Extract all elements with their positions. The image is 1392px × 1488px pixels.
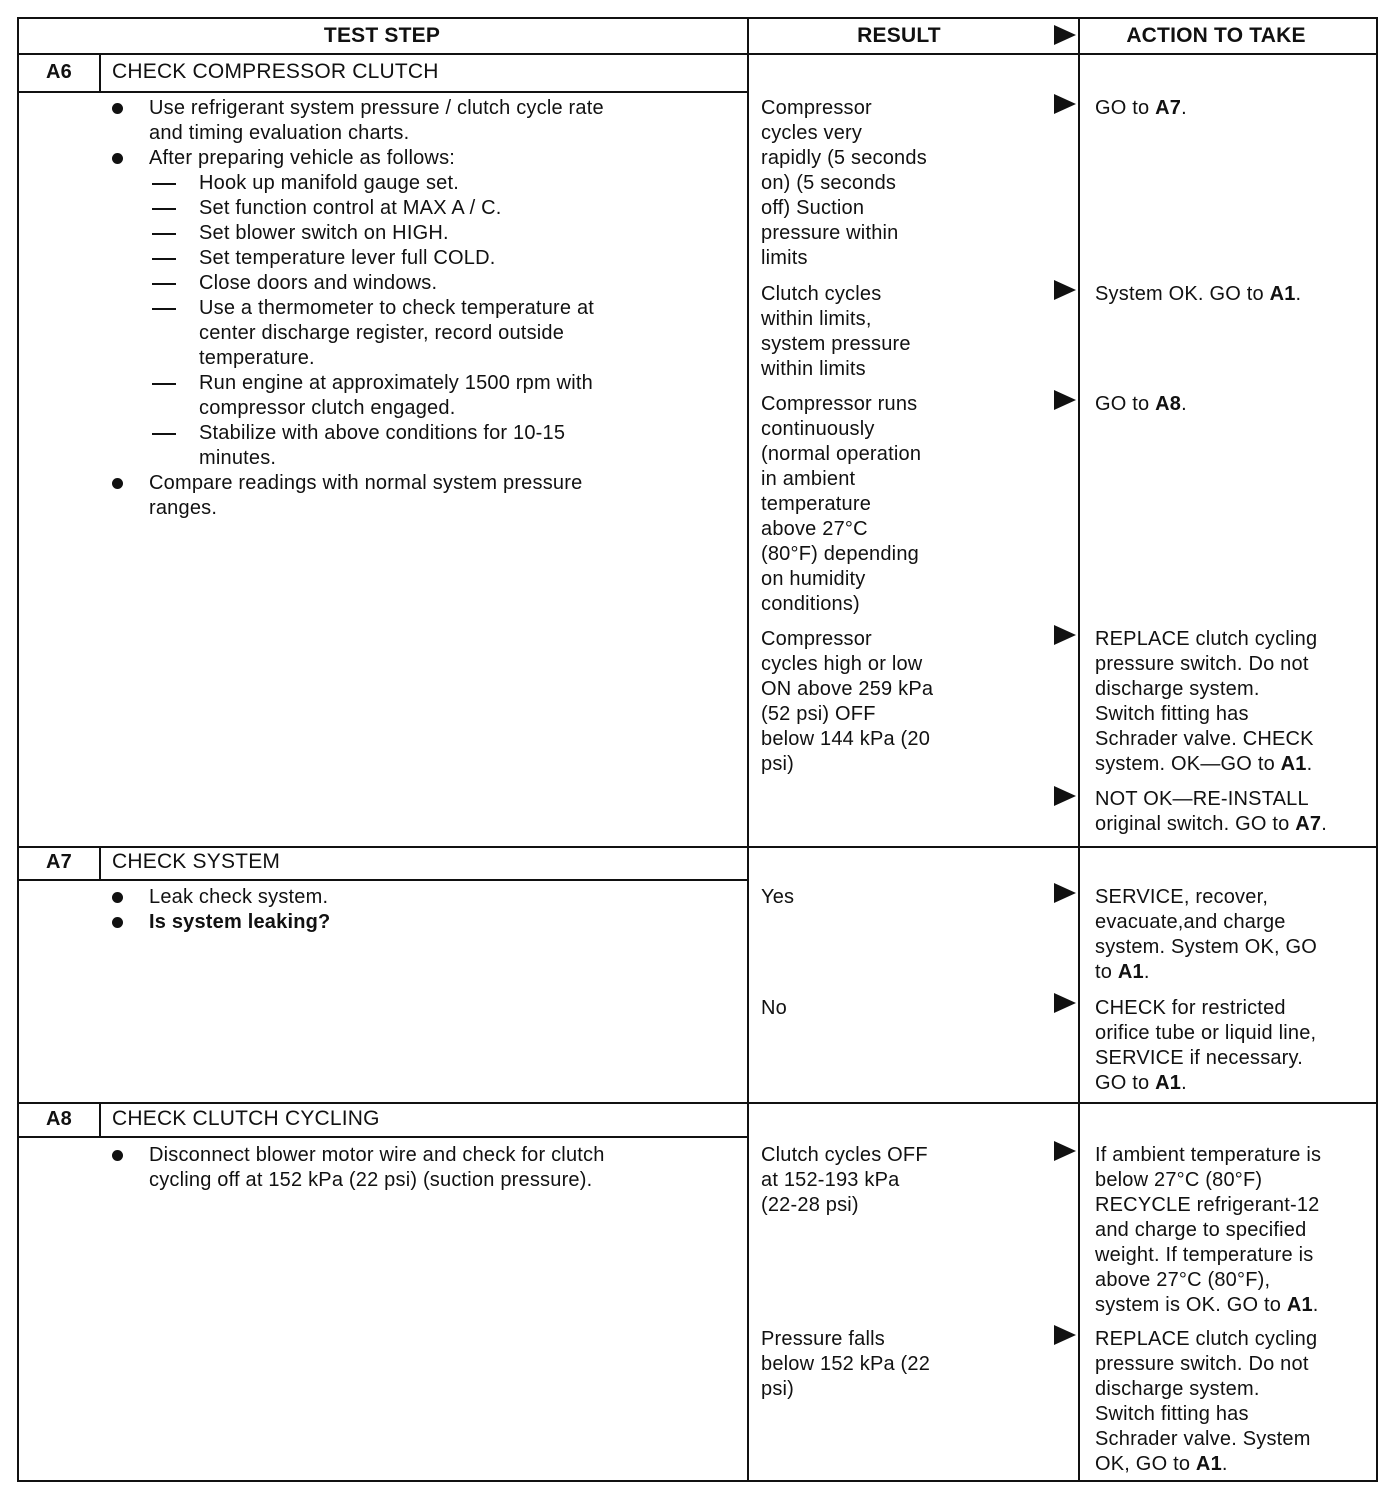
action-line: original switch. GO to A7. — [1095, 813, 1327, 835]
action-line: GO to A1. — [1095, 1072, 1187, 1094]
a6-instruction-line — [110, 396, 740, 421]
section-divider-a8 — [17, 1102, 1378, 1104]
a7-instructions — [110, 885, 740, 935]
result-line: limits — [761, 247, 808, 269]
result-line: (80°F) depending — [761, 543, 919, 565]
action-line: and charge to specified — [1095, 1219, 1307, 1241]
a8-title-underline — [17, 1136, 749, 1138]
action-line: RECYCLE refrigerant-12 — [1095, 1194, 1320, 1216]
result-arrow-icon — [1054, 280, 1076, 300]
result-line: Compressor runs — [761, 393, 918, 415]
result-line: Clutch cycles OFF — [761, 1144, 928, 1166]
a6-instructions — [110, 96, 740, 521]
a6-instruction-text: Set function control at MAX A / C. — [199, 197, 502, 219]
a6-instruction-line — [110, 346, 740, 371]
action-line: CHECK for restricted — [1095, 997, 1286, 1019]
a6-instruction-text: compressor clutch engaged. — [199, 397, 456, 419]
result-arrow-icon — [1054, 94, 1076, 114]
section-divider-a7 — [17, 846, 1378, 848]
a8-result-2 — [761, 1327, 1051, 1402]
a8-instruction-text: cycling off at 152 kPa (22 psi) (suction pressure). — [149, 1169, 593, 1191]
a6-instruction-line — [110, 321, 740, 346]
a6-result-3 — [761, 392, 1051, 617]
a7-instruction-text: Is system leaking? — [149, 911, 331, 933]
action-line: SERVICE, recover, — [1095, 886, 1269, 908]
header-action: ACTION TO TAKE — [1126, 24, 1306, 47]
result-line: cycles very — [761, 122, 863, 144]
a6-instruction-text: Compare readings with normal system pressure — [149, 472, 583, 494]
a6-instruction-line — [110, 171, 740, 196]
a7-result-1 — [761, 885, 1051, 910]
result-line: continuously — [761, 418, 875, 440]
result-line: within limits — [761, 358, 866, 380]
a6-step-id: A6 — [46, 61, 72, 83]
dash-icon — [152, 233, 176, 235]
a6-instruction-text: ranges. — [149, 497, 218, 519]
result-line: in ambient — [761, 468, 856, 490]
a8-action-2 — [1095, 1327, 1380, 1477]
a6-instruction-line — [110, 471, 740, 496]
a6-id-divider — [99, 53, 101, 93]
result-arrow-icon — [1054, 1325, 1076, 1345]
a7-id-divider — [99, 846, 101, 881]
a6-instruction-text: Set blower switch on HIGH. — [199, 222, 449, 244]
dash-icon — [152, 383, 176, 385]
a7-instruction-line — [110, 910, 740, 935]
a6-instruction-line — [110, 96, 740, 121]
header-test-step: TEST STEP — [323, 24, 441, 47]
a7-title-underline — [17, 879, 749, 881]
a8-instruction-text: Disconnect blower motor wire and check for clutch — [149, 1144, 605, 1166]
a6-instruction-text: After preparing vehicle as follows: — [149, 147, 456, 169]
result-line: (22-28 psi) — [761, 1194, 859, 1216]
a6-instruction-line — [110, 121, 740, 146]
action-line: evacuate,and charge — [1095, 911, 1286, 933]
a6-instruction-line — [110, 496, 740, 521]
a6-result-2 — [761, 282, 1051, 382]
a7-result-2 — [761, 996, 1051, 1021]
result-line: at 152-193 kPa — [761, 1169, 900, 1191]
result-arrow-icon — [1054, 786, 1076, 806]
result-line: temperature — [761, 493, 872, 515]
a6-instruction-text: minutes. — [199, 447, 277, 469]
a6-instruction-text: Run engine at approximately 1500 rpm with — [199, 372, 593, 394]
a8-result-1 — [761, 1143, 1051, 1218]
action-line: SERVICE if necessary. — [1095, 1047, 1303, 1069]
result-line: rapidly (5 seconds — [761, 147, 927, 169]
a6-instruction-line — [110, 271, 740, 296]
a6-instruction-line — [110, 146, 740, 171]
action-line: OK, GO to A1. — [1095, 1453, 1228, 1475]
dash-icon — [152, 308, 176, 310]
result-line: on humidity — [761, 568, 866, 590]
a6-instruction-text: Use a thermometer to check temperature at — [199, 297, 595, 319]
action-line: System OK. GO to A1. — [1095, 283, 1302, 305]
action-line: weight. If temperature is — [1095, 1244, 1314, 1266]
a6-instruction-text: Use refrigerant system pressure / clutch cycle rate — [149, 97, 604, 119]
action-line: system. OK—GO to A1. — [1095, 753, 1313, 775]
action-line: below 27°C (80°F) — [1095, 1169, 1263, 1191]
result-line: (52 psi) OFF — [761, 703, 876, 725]
a6-instruction-text: Set temperature lever full COLD. — [199, 247, 496, 269]
result-line: pressure within — [761, 222, 899, 244]
a6-instruction-line — [110, 446, 740, 471]
a8-instruction-line — [110, 1143, 740, 1168]
action-line: Switch fitting has — [1095, 703, 1249, 725]
a7-instruction-text: Leak check system. — [149, 886, 329, 908]
result-arrow-icon — [1054, 390, 1076, 410]
result-line: (normal operation — [761, 443, 922, 465]
result-line: off) Suction — [761, 197, 865, 219]
result-line: below 152 kPa (22 — [761, 1353, 931, 1375]
a6-action-4 — [1095, 627, 1380, 777]
a6-action-2 — [1095, 282, 1380, 307]
dash-icon — [152, 283, 176, 285]
action-line: to A1. — [1095, 961, 1150, 983]
action-line: discharge system. — [1095, 1378, 1260, 1400]
result-line: psi) — [761, 1378, 795, 1400]
result-line: ON above 259 kPa — [761, 678, 934, 700]
result-line: on) (5 seconds — [761, 172, 897, 194]
result-arrow-icon — [1054, 1141, 1076, 1161]
action-line: orifice tube or liquid line, — [1095, 1022, 1317, 1044]
a6-action-5 — [1095, 787, 1380, 837]
a6-result-4 — [761, 627, 1051, 777]
dash-icon — [152, 183, 176, 185]
a6-instruction-line — [110, 371, 740, 396]
a7-step-title: CHECK SYSTEM — [112, 850, 281, 873]
a8-instructions — [110, 1143, 740, 1193]
a7-instruction-line — [110, 885, 740, 910]
dash-icon — [152, 433, 176, 435]
action-line: pressure switch. Do not — [1095, 1353, 1309, 1375]
result-line: Yes — [761, 886, 795, 908]
header-result: RESULT — [857, 24, 941, 47]
result-line: below 144 kPa (20 — [761, 728, 931, 750]
a8-step-title: CHECK CLUTCH CYCLING — [112, 1107, 380, 1130]
result-line: No — [761, 997, 787, 1019]
result-line: psi) — [761, 753, 795, 775]
header-arrow-icon — [1054, 25, 1076, 45]
action-line: above 27°C (80°F), — [1095, 1269, 1271, 1291]
result-line: Compressor — [761, 97, 872, 119]
action-line: REPLACE clutch cycling — [1095, 628, 1318, 650]
a6-instruction-line — [110, 421, 740, 446]
a6-action-1 — [1095, 96, 1380, 121]
a7-action-2 — [1095, 996, 1380, 1096]
action-line: GO to A7. — [1095, 97, 1187, 119]
column-divider-action — [1078, 17, 1080, 1482]
result-line: system pressure — [761, 333, 911, 355]
result-arrow-icon — [1054, 883, 1076, 903]
a6-instruction-text: center discharge register, record outside — [199, 322, 565, 344]
a8-id-divider — [99, 1102, 101, 1138]
a8-action-1 — [1095, 1143, 1380, 1318]
a6-instruction-line — [110, 296, 740, 321]
a6-step-title: CHECK COMPRESSOR CLUTCH — [112, 60, 439, 83]
a6-instruction-text: and timing evaluation charts. — [149, 122, 410, 144]
action-line: If ambient temperature is — [1095, 1144, 1322, 1166]
action-line: Schrader valve. System — [1095, 1428, 1311, 1450]
result-line: Clutch cycles — [761, 283, 882, 305]
dash-icon — [152, 258, 176, 260]
result-line: conditions) — [761, 593, 860, 615]
a6-instruction-line — [110, 196, 740, 221]
result-line: Compressor — [761, 628, 872, 650]
action-line: system. System OK, GO — [1095, 936, 1318, 958]
action-line: GO to A8. — [1095, 393, 1187, 415]
result-line: above 27°C — [761, 518, 868, 540]
action-line: pressure switch. Do not — [1095, 653, 1309, 675]
action-line: Switch fitting has — [1095, 1403, 1249, 1425]
action-line: REPLACE clutch cycling — [1095, 1328, 1318, 1350]
action-line: system is OK. GO to A1. — [1095, 1294, 1319, 1316]
result-line: within limits, — [761, 308, 872, 330]
a6-action-3 — [1095, 392, 1380, 417]
a6-instruction-text: temperature. — [199, 347, 315, 369]
a6-instruction-text: Close doors and windows. — [199, 272, 438, 294]
a7-action-1 — [1095, 885, 1380, 985]
a6-instruction-text: Hook up manifold gauge set. — [199, 172, 460, 194]
result-arrow-icon — [1054, 625, 1076, 645]
a6-instruction-line — [110, 221, 740, 246]
a6-instruction-text: Stabilize with above conditions for 10-15 — [199, 422, 566, 444]
column-divider-result — [747, 17, 749, 1482]
a6-title-underline — [17, 91, 749, 93]
action-line: NOT OK—RE-INSTALL — [1095, 788, 1309, 810]
a7-step-id: A7 — [46, 851, 72, 873]
a6-result-1 — [761, 96, 1051, 271]
a8-step-id: A8 — [46, 1108, 72, 1130]
dash-icon — [152, 208, 176, 210]
result-line: Pressure falls — [761, 1328, 885, 1350]
a6-instruction-line — [110, 246, 740, 271]
action-line: discharge system. — [1095, 678, 1260, 700]
result-arrow-icon — [1054, 993, 1076, 1013]
result-line: cycles high or low — [761, 653, 923, 675]
a8-instruction-line — [110, 1168, 740, 1193]
action-line: Schrader valve. CHECK — [1095, 728, 1314, 750]
